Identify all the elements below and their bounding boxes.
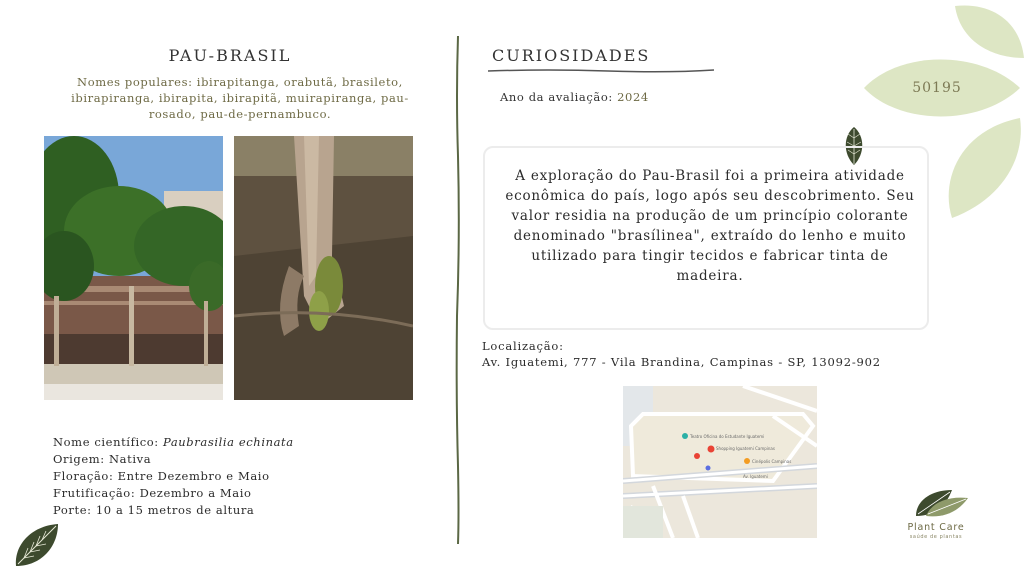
tree-trunk-photo xyxy=(234,136,413,400)
species-title: PAU-BRASIL xyxy=(168,46,292,65)
brand-name: Plant Care xyxy=(907,522,965,533)
column-divider xyxy=(455,36,461,544)
evaluation-year xyxy=(500,90,649,104)
tree-canopy-photo xyxy=(44,136,223,400)
scientific-name xyxy=(53,434,294,451)
curiosities-title: CURIOSIDADES xyxy=(492,46,651,65)
map-label-cinepolis: Cinépolis Campinas xyxy=(752,459,792,464)
fruiting: Frutificação: Dezembro a Maio xyxy=(53,486,252,500)
year-label: Ano da avaliação: xyxy=(500,90,618,104)
map-label-shopping: Shopping Iguatemi Campinas xyxy=(716,446,775,451)
popular-names: Nomes populares: ibirapitanga, orabutã, brasileto, ibirapiranga, ibirapita, ibirapitã, muirapiranga, pau-rosado, pau-de-pernambuco. xyxy=(71,75,409,121)
year-value: 2024 xyxy=(617,90,649,104)
species-facts xyxy=(53,434,294,519)
scientific-name-label: Nome científico: xyxy=(53,435,164,449)
map-road-label: Av. Iguatemi xyxy=(743,474,768,479)
origin: Origem: Nativa xyxy=(53,452,152,466)
size: Porte: 10 a 15 metros de altura xyxy=(53,503,255,517)
plant-code: 50195 xyxy=(912,80,962,96)
scientific-name-value: Paubrasilia echinata xyxy=(163,435,294,449)
curiosity-text: A exploração do Pau-Brasil foi a primeira atividade econômica do país, logo após seu descobrimento. Seu valor residia na produção de um princípio colorante denominado "brasílinea", extraído do lenho e muito utilizado para tingir tecidos e fabricar tinta de madeira. xyxy=(505,168,915,284)
leaf-icon xyxy=(12,522,60,568)
location-label: Localização: xyxy=(482,339,564,353)
title-underline xyxy=(488,68,714,74)
flowering: Floração: Entre Dezembro e Maio xyxy=(53,469,270,483)
location-map[interactable] xyxy=(623,386,817,538)
map-label-teatro: Teatro Oficina do Estudante Iguatemi xyxy=(690,434,765,439)
plant-care-logo-icon xyxy=(912,486,970,520)
curiosity-card xyxy=(483,146,929,330)
brand-tagline: saúde de plantas xyxy=(909,534,963,540)
location-address: Av. Iguatemi, 777 - Vila Brandina, Campinas - SP, 13092-902 xyxy=(482,355,881,369)
